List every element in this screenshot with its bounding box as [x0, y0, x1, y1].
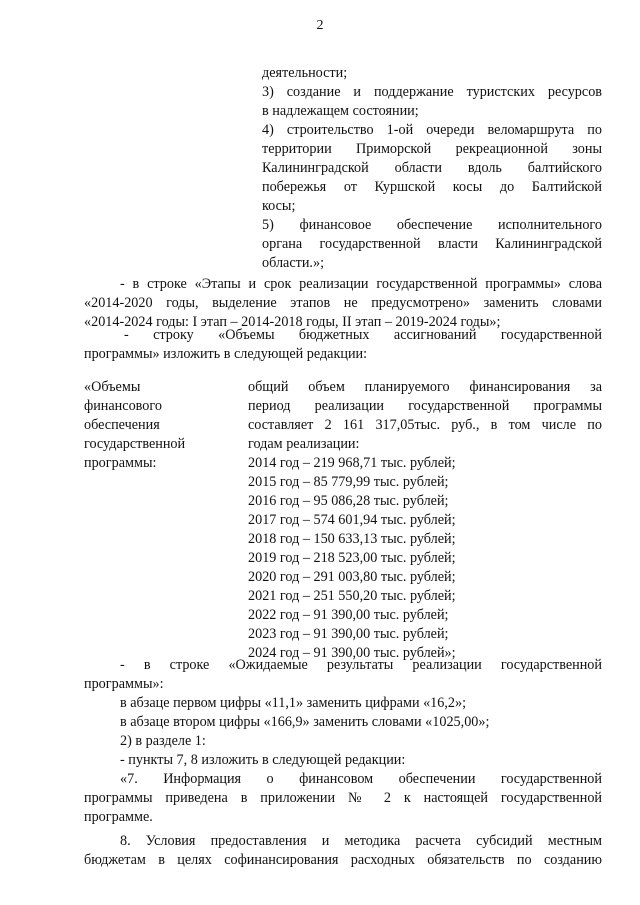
year-line: 2023 год – 91 390,00 тыс. рублей; — [248, 626, 449, 642]
paragraph-obemy — [84, 326, 602, 364]
text-line: территории Приморской рекреационной зоны — [262, 141, 602, 157]
text-line: косы; — [262, 198, 296, 214]
text-line: Калининградской области вдоль балтийского — [262, 160, 602, 176]
text-line: общий объем планируемого финансирования за — [248, 379, 602, 395]
text-line: обеспечения — [84, 417, 160, 433]
text-line-abzac-2: в абзаце втором цифры «166,9» заменить словами «1025,00»; — [120, 714, 490, 730]
text-line: составляет 2 161 317,05тыс. руб., в том числе по — [248, 417, 602, 433]
text-line: «7. Информация о финансовом обеспечении государственной — [120, 771, 602, 787]
page-number: 2 — [316, 18, 324, 33]
text-line: бюджетам в целях софинансирования расходных обязательств по созданию — [84, 852, 602, 868]
year-line: 2024 год – 91 390,00 тыс. рублей»; — [248, 645, 456, 661]
text-line: - строку «Объемы бюджетных ассигнований государственной — [124, 327, 602, 343]
text-line: деятельности; — [262, 65, 348, 81]
text-line: органа государственной власти Калининградской — [262, 236, 602, 252]
text-line: программы приведена в приложении № 2 к настоящей государственной — [84, 790, 602, 806]
year-line: 2020 год – 291 003,80 тыс. рублей; — [248, 569, 456, 585]
top-block — [262, 64, 602, 273]
text-line-razdel: 2) в разделе 1: — [120, 733, 206, 749]
text-line: программы: — [84, 455, 157, 471]
year-line: 2021 год – 251 550,20 тыс. рублей; — [248, 588, 456, 604]
financing-label — [84, 378, 234, 473]
text-line: государственной — [84, 436, 186, 452]
text-line: в надлежащем состоянии; — [262, 103, 419, 119]
year-line: 2014 год – 219 968,71 тыс. рублей; — [248, 455, 456, 471]
text-line: - в строке «Ожидаемые результаты реализации государственной — [120, 657, 602, 673]
year-line: 2017 год – 574 601,94 тыс. рублей; — [248, 512, 456, 528]
text-line: «Объемы — [84, 379, 141, 395]
text-line: период реализации государственной программы — [248, 398, 602, 414]
paragraph-ozhidaemye — [84, 656, 602, 694]
text-line: программы» изложить в следующей редакции: — [84, 346, 368, 362]
text-line: финансового — [84, 398, 162, 414]
text-line: 4) строительство 1-ой очереди веломаршрута по — [262, 122, 602, 138]
financing-content — [248, 378, 602, 663]
year-line: 2019 год – 218 523,00 тыс. рублей; — [248, 550, 456, 566]
text-line: программы»: — [84, 676, 164, 692]
year-line: 2022 год – 91 390,00 тыс. рублей; — [248, 607, 449, 623]
text-line: области.»; — [262, 255, 325, 271]
paragraph-8 — [84, 832, 602, 870]
year-line: 2015 год – 85 779,99 тыс. рублей; — [248, 474, 449, 490]
text-line: 3) создание и поддержание туристских ресурсов — [262, 84, 602, 100]
paragraph-etapy — [84, 275, 602, 332]
text-line-punkty: - пункты 7, 8 изложить в следующей редакции: — [120, 752, 406, 768]
text-line: программе. — [84, 809, 153, 825]
text-line: 8. Условия предоставления и методика расчета субсидий местным — [120, 833, 602, 849]
text-line: годам реализации: — [248, 436, 360, 452]
text-line: побережья от Куршской косы до Балтийской — [262, 179, 602, 195]
text-line: «2014-2020 годы, выделение этапов не предусмотрено» заменить словами — [84, 295, 602, 311]
text-line: «2014-2024 годы: I этап – 2014-2018 годы, II этап – 2019-2024 годы»; — [84, 314, 501, 330]
year-line: 2018 год – 150 633,13 тыс. рублей; — [248, 531, 456, 547]
text-line: - в строке «Этапы и срок реализации государственной программы» слова — [120, 276, 602, 292]
text-line: 5) финансовое обеспечение исполнительного — [262, 217, 602, 233]
paragraph-7 — [84, 770, 602, 827]
year-line: 2016 год – 95 086,28 тыс. рублей; — [248, 493, 449, 509]
text-line-abzac-1: в абзаце первом цифры «11,1» заменить цифрами «16,2»; — [120, 695, 467, 711]
